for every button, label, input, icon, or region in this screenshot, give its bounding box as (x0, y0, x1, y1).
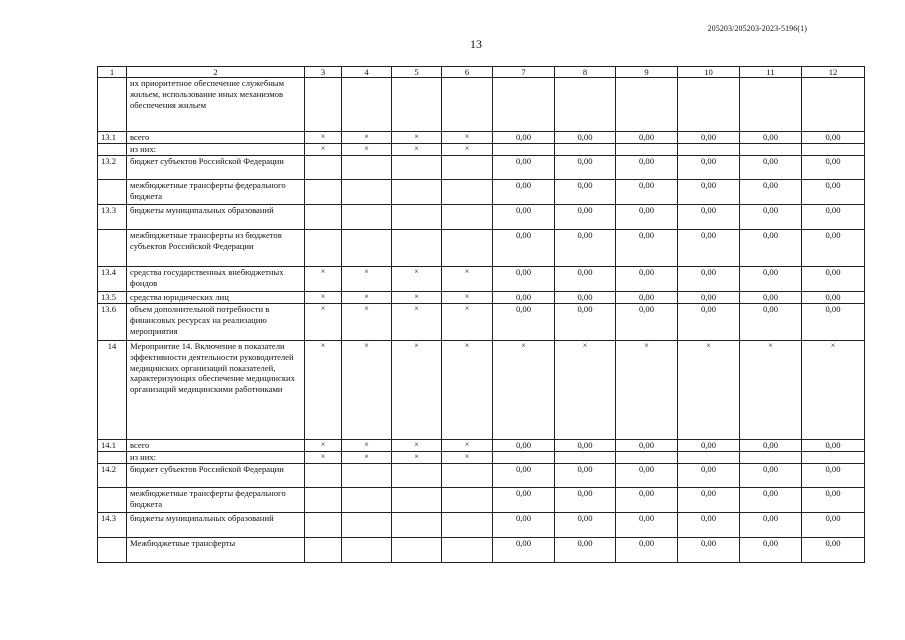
value-cell: 0,00 (802, 440, 865, 452)
value-cell (305, 180, 342, 205)
table-row (98, 205, 865, 230)
value-cell (392, 464, 442, 488)
value-cell: × (493, 341, 555, 440)
value-cell: 0,00 (678, 488, 740, 513)
row-number-cell (98, 230, 127, 267)
value-cell (442, 538, 493, 563)
value-cell: × (342, 132, 392, 144)
value-cell: 0,00 (555, 538, 616, 563)
value-cell: 0,00 (678, 132, 740, 144)
row-label-cell: объем дополнительной потребности в финансовых ресурсах на реализацию мероприятия (127, 304, 305, 341)
value-cell: 0,00 (802, 488, 865, 513)
value-cell: × (392, 452, 442, 464)
value-cell: 0,00 (493, 488, 555, 513)
value-cell: × (305, 144, 342, 156)
page-number: 13 (470, 37, 482, 51)
column-header-10: 10 (678, 67, 740, 78)
value-cell: × (392, 144, 442, 156)
value-cell: 0,00 (616, 464, 678, 488)
value-cell: × (442, 304, 493, 341)
row-number-cell: 14.1 (98, 440, 127, 452)
value-cell: 0,00 (802, 132, 865, 144)
value-cell: 0,00 (555, 440, 616, 452)
value-cell (342, 78, 392, 132)
row-label-cell: межбюджетные трансферты федерального бюджета (127, 180, 305, 205)
value-cell (392, 156, 442, 180)
table-row (98, 304, 865, 341)
row-number-cell (98, 488, 127, 513)
value-cell (392, 180, 442, 205)
value-cell (392, 538, 442, 563)
value-cell (342, 230, 392, 267)
value-cell (493, 452, 555, 464)
value-cell (342, 180, 392, 205)
row-number-cell (98, 538, 127, 563)
value-cell: × (305, 267, 342, 292)
value-cell (305, 488, 342, 513)
row-label-cell: из них: (127, 452, 305, 464)
value-cell: 0,00 (555, 464, 616, 488)
value-cell: 0,00 (802, 205, 865, 230)
value-cell (442, 464, 493, 488)
value-cell (442, 78, 493, 132)
value-cell: 0,00 (678, 230, 740, 267)
value-cell: × (305, 292, 342, 304)
value-cell: 0,00 (555, 304, 616, 341)
value-cell: × (342, 440, 392, 452)
value-cell: × (678, 341, 740, 440)
value-cell (342, 488, 392, 513)
column-header-8: 8 (555, 67, 616, 78)
column-header-2: 2 (127, 67, 305, 78)
value-cell (442, 205, 493, 230)
table-row (98, 452, 865, 464)
table-row (98, 156, 865, 180)
value-cell (555, 144, 616, 156)
value-cell: 0,00 (616, 292, 678, 304)
table-row (98, 488, 865, 513)
value-cell (802, 452, 865, 464)
value-cell: 0,00 (678, 292, 740, 304)
column-header-3: 3 (305, 67, 342, 78)
value-cell (493, 144, 555, 156)
value-cell: 0,00 (616, 440, 678, 452)
value-cell (342, 156, 392, 180)
value-cell (678, 78, 740, 132)
value-cell: 0,00 (555, 132, 616, 144)
value-cell: × (442, 341, 493, 440)
value-cell: 0,00 (740, 513, 802, 538)
value-cell: × (305, 304, 342, 341)
value-cell: × (442, 452, 493, 464)
table-row (98, 538, 865, 563)
row-label-cell: бюджет субъектов Российской Федерации (127, 156, 305, 180)
row-label-cell: всего (127, 132, 305, 144)
value-cell: 0,00 (678, 267, 740, 292)
value-cell: × (442, 267, 493, 292)
value-cell: 0,00 (493, 440, 555, 452)
row-number-cell: 14.2 (98, 464, 127, 488)
value-cell: 0,00 (740, 205, 802, 230)
value-cell: 0,00 (740, 180, 802, 205)
value-cell (740, 78, 802, 132)
value-cell: × (616, 341, 678, 440)
value-cell: 0,00 (740, 440, 802, 452)
value-cell: × (740, 341, 802, 440)
value-cell: 0,00 (616, 513, 678, 538)
value-cell: 0,00 (493, 304, 555, 341)
value-cell: 0,00 (493, 132, 555, 144)
value-cell (392, 488, 442, 513)
value-cell (305, 205, 342, 230)
column-number-row (98, 67, 865, 78)
value-cell (442, 230, 493, 267)
table-row (98, 267, 865, 292)
row-label-cell: межбюджетные трансферты федерального бюджета (127, 488, 305, 513)
value-cell (342, 464, 392, 488)
table-row (98, 464, 865, 488)
value-cell: × (305, 341, 342, 440)
value-cell: 0,00 (555, 205, 616, 230)
document-code: 205203/205203-2023-5196(1) (707, 24, 807, 33)
value-cell: 0,00 (678, 538, 740, 563)
value-cell: × (305, 440, 342, 452)
row-label-cell: бюджет субъектов Российской Федерации (127, 464, 305, 488)
row-label-cell: межбюджетные трансферты из бюджетов субъектов Российской Федерации (127, 230, 305, 267)
value-cell: 0,00 (802, 180, 865, 205)
value-cell: 0,00 (493, 180, 555, 205)
value-cell: × (442, 440, 493, 452)
value-cell: 0,00 (616, 304, 678, 341)
value-cell (392, 205, 442, 230)
value-cell (616, 452, 678, 464)
value-cell: 0,00 (802, 513, 865, 538)
value-cell: 0,00 (555, 488, 616, 513)
value-cell: × (305, 132, 342, 144)
column-header-12: 12 (802, 67, 865, 78)
row-label-cell: их приоритетное обеспечение служебным жильем, использование иных механизмов обеспечения жильем (127, 78, 305, 132)
row-number-cell (98, 78, 127, 132)
row-number-cell (98, 144, 127, 156)
table-row (98, 132, 865, 144)
value-cell: 0,00 (740, 292, 802, 304)
row-number-cell: 13.3 (98, 205, 127, 230)
row-number-cell: 13.5 (98, 292, 127, 304)
value-cell: 0,00 (678, 464, 740, 488)
row-label-cell: всего (127, 440, 305, 452)
value-cell (305, 464, 342, 488)
row-label-cell: средства юридических лиц (127, 292, 305, 304)
value-cell: 0,00 (740, 156, 802, 180)
row-label-cell: бюджеты муниципальных образований (127, 205, 305, 230)
value-cell: 0,00 (740, 488, 802, 513)
value-cell: 0,00 (678, 205, 740, 230)
value-cell: 0,00 (555, 156, 616, 180)
value-cell: 0,00 (678, 180, 740, 205)
value-cell (802, 144, 865, 156)
value-cell (555, 78, 616, 132)
value-cell: 0,00 (802, 304, 865, 341)
value-cell: 0,00 (740, 304, 802, 341)
value-cell: 0,00 (740, 230, 802, 267)
table-row (98, 513, 865, 538)
column-header-11: 11 (740, 67, 802, 78)
value-cell (342, 513, 392, 538)
value-cell: 0,00 (802, 538, 865, 563)
row-number-cell: 14 (98, 341, 127, 440)
value-cell (392, 513, 442, 538)
row-label-cell: средства государственных внебюджетных фондов (127, 267, 305, 292)
table-row (98, 440, 865, 452)
value-cell (802, 78, 865, 132)
row-number-cell: 13.4 (98, 267, 127, 292)
row-label-cell: бюджеты муниципальных образований (127, 513, 305, 538)
value-cell (442, 180, 493, 205)
value-cell (305, 156, 342, 180)
table-row (98, 78, 865, 132)
value-cell (616, 144, 678, 156)
row-number-cell: 13.6 (98, 304, 127, 341)
value-cell (678, 452, 740, 464)
value-cell: 0,00 (802, 156, 865, 180)
value-cell: × (342, 452, 392, 464)
value-cell: 0,00 (555, 513, 616, 538)
table-row (98, 292, 865, 304)
table-body (98, 78, 865, 563)
row-label-cell: Мероприятие 14. Включение в показатели эффективности деятельности руководителей медицинских организаций показателей, характеризующих обеспечение медицинских организаций медицинскими работниками (127, 341, 305, 440)
value-cell: × (442, 292, 493, 304)
value-cell (740, 452, 802, 464)
value-cell: 0,00 (740, 267, 802, 292)
value-cell: × (305, 452, 342, 464)
value-cell: 0,00 (678, 304, 740, 341)
value-cell: 0,00 (802, 230, 865, 267)
value-cell: 0,00 (616, 180, 678, 205)
row-number-cell: 14.3 (98, 513, 127, 538)
value-cell (305, 78, 342, 132)
value-cell (555, 452, 616, 464)
value-cell: 0,00 (616, 156, 678, 180)
value-cell: 0,00 (555, 180, 616, 205)
value-cell (342, 205, 392, 230)
value-cell: 0,00 (493, 267, 555, 292)
value-cell: 0,00 (555, 230, 616, 267)
column-header-4: 4 (342, 67, 392, 78)
table-row (98, 230, 865, 267)
value-cell: × (442, 144, 493, 156)
value-cell: × (392, 292, 442, 304)
value-cell: 0,00 (493, 292, 555, 304)
value-cell (616, 78, 678, 132)
value-cell: 0,00 (493, 538, 555, 563)
row-label-cell: из них: (127, 144, 305, 156)
column-header-1: 1 (98, 67, 127, 78)
column-header-6: 6 (442, 67, 493, 78)
value-cell: 0,00 (493, 156, 555, 180)
value-cell: 0,00 (802, 464, 865, 488)
value-cell: × (342, 292, 392, 304)
value-cell (305, 538, 342, 563)
row-label-cell: Межбюджетные трансферты (127, 538, 305, 563)
value-cell: × (342, 144, 392, 156)
value-cell: × (442, 132, 493, 144)
value-cell: × (342, 304, 392, 341)
table-row (98, 341, 865, 440)
value-cell: 0,00 (555, 267, 616, 292)
value-cell (493, 78, 555, 132)
value-cell: 0,00 (493, 205, 555, 230)
value-cell (442, 156, 493, 180)
value-cell: 0,00 (616, 132, 678, 144)
value-cell (442, 513, 493, 538)
value-cell (442, 488, 493, 513)
value-cell: 0,00 (616, 538, 678, 563)
value-cell (305, 230, 342, 267)
value-cell: 0,00 (616, 488, 678, 513)
value-cell: × (392, 132, 442, 144)
value-cell: 0,00 (678, 513, 740, 538)
budget-table (97, 66, 865, 563)
value-cell: × (392, 267, 442, 292)
value-cell: 0,00 (678, 156, 740, 180)
column-header-9: 9 (616, 67, 678, 78)
table-row (98, 144, 865, 156)
value-cell (678, 144, 740, 156)
value-cell (392, 78, 442, 132)
value-cell: × (802, 341, 865, 440)
table-row (98, 180, 865, 205)
value-cell: × (392, 440, 442, 452)
value-cell: × (555, 341, 616, 440)
value-cell: 0,00 (493, 230, 555, 267)
row-number-cell (98, 452, 127, 464)
value-cell (342, 538, 392, 563)
value-cell: 0,00 (678, 440, 740, 452)
value-cell: 0,00 (616, 230, 678, 267)
column-header-5: 5 (392, 67, 442, 78)
value-cell: 0,00 (493, 464, 555, 488)
value-cell: × (342, 341, 392, 440)
value-cell: 0,00 (555, 292, 616, 304)
row-number-cell (98, 180, 127, 205)
column-header-7: 7 (493, 67, 555, 78)
value-cell: × (392, 341, 442, 440)
value-cell: 0,00 (802, 267, 865, 292)
value-cell: 0,00 (740, 538, 802, 563)
value-cell (305, 513, 342, 538)
value-cell (740, 144, 802, 156)
value-cell: 0,00 (493, 513, 555, 538)
value-cell: 0,00 (740, 464, 802, 488)
value-cell (392, 230, 442, 267)
row-number-cell: 13.2 (98, 156, 127, 180)
row-number-cell: 13.1 (98, 132, 127, 144)
value-cell: 0,00 (802, 292, 865, 304)
value-cell: 0,00 (616, 205, 678, 230)
value-cell: 0,00 (616, 267, 678, 292)
value-cell: 0,00 (740, 132, 802, 144)
value-cell: × (392, 304, 442, 341)
value-cell: × (342, 267, 392, 292)
